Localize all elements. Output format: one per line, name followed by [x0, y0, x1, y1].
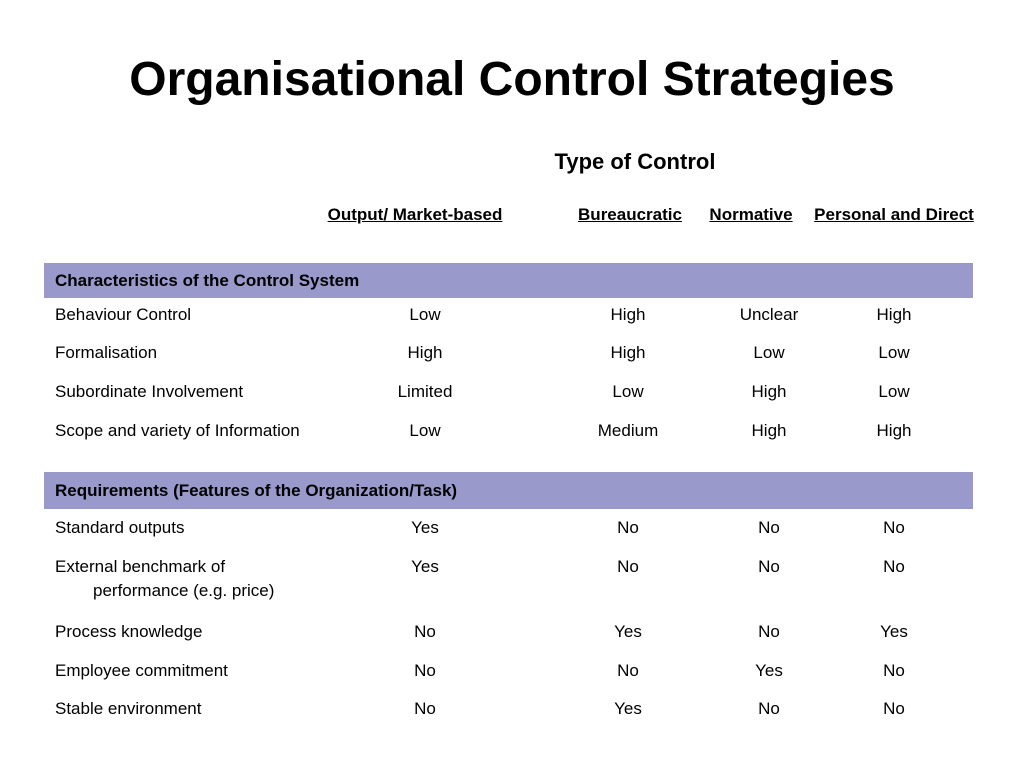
cell-personal: No	[883, 557, 905, 576]
cell-output: Low	[409, 305, 441, 324]
cell-bureaucratic: Low	[612, 382, 644, 401]
row-label: Standard outputs	[55, 518, 185, 537]
cell-normative: No	[758, 622, 780, 641]
cell-bureaucratic: No	[617, 557, 639, 576]
cell-personal: Low	[878, 343, 910, 362]
type-of-control-header: Type of Control	[554, 149, 716, 174]
cell-output: Yes	[411, 557, 439, 576]
cell-personal: No	[883, 699, 905, 718]
row-label: Behaviour Control	[55, 305, 192, 324]
cell-output: High	[407, 343, 443, 362]
column-header-bureaucratic: Bureaucratic	[578, 205, 682, 224]
cell-normative: No	[758, 518, 780, 537]
cell-bureaucratic: High	[610, 343, 646, 362]
cell-bureaucratic: High	[610, 305, 646, 324]
cell-normative: No	[758, 699, 780, 718]
row-label: External benchmark of performance (e.g. price)	[55, 557, 275, 600]
column-header-personal-and-direct: Personal and Direct	[814, 205, 974, 224]
cell-output: Yes	[411, 518, 439, 537]
row-label: Process knowledge	[55, 622, 203, 641]
cell-normative: High	[751, 382, 787, 401]
row-label: Stable environment	[55, 699, 202, 718]
cell-personal: No	[883, 661, 905, 680]
cell-bureaucratic: No	[617, 661, 639, 680]
row-label: Scope and variety of Information	[55, 421, 300, 440]
cell-output: Low	[409, 421, 441, 440]
cell-normative: No	[758, 557, 780, 576]
row-label: Employee commitment	[55, 661, 228, 680]
cell-normative: High	[751, 421, 787, 440]
cell-personal: High	[876, 421, 912, 440]
section-heading-requirements: Requirements (Features of the Organization/Task)	[44, 472, 973, 509]
cell-normative: Yes	[755, 661, 783, 680]
cell-bureaucratic: No	[617, 518, 639, 537]
cell-personal: No	[883, 518, 905, 537]
cell-bureaucratic: Yes	[614, 622, 642, 641]
cell-output: No	[414, 699, 436, 718]
cell-personal: High	[876, 305, 912, 324]
row-label: Formalisation	[55, 343, 158, 362]
column-header-output-market-based: Output/ Market-based	[327, 205, 503, 224]
cell-personal: Low	[878, 382, 910, 401]
cell-normative: Low	[753, 343, 785, 362]
cell-output: No	[414, 661, 436, 680]
column-header-normative: Normative	[709, 205, 793, 224]
row-label: Subordinate Involvement	[55, 382, 244, 401]
section-heading-characteristics: Characteristics of the Control System	[44, 263, 973, 298]
cell-normative: Unclear	[739, 305, 799, 324]
cell-personal: Yes	[880, 622, 908, 641]
cell-bureaucratic: Medium	[597, 421, 659, 440]
page-title: Organisational Control Strategies	[129, 53, 895, 106]
cell-output: No	[414, 622, 436, 641]
cell-output: Limited	[397, 382, 453, 401]
cell-bureaucratic: Yes	[614, 699, 642, 718]
